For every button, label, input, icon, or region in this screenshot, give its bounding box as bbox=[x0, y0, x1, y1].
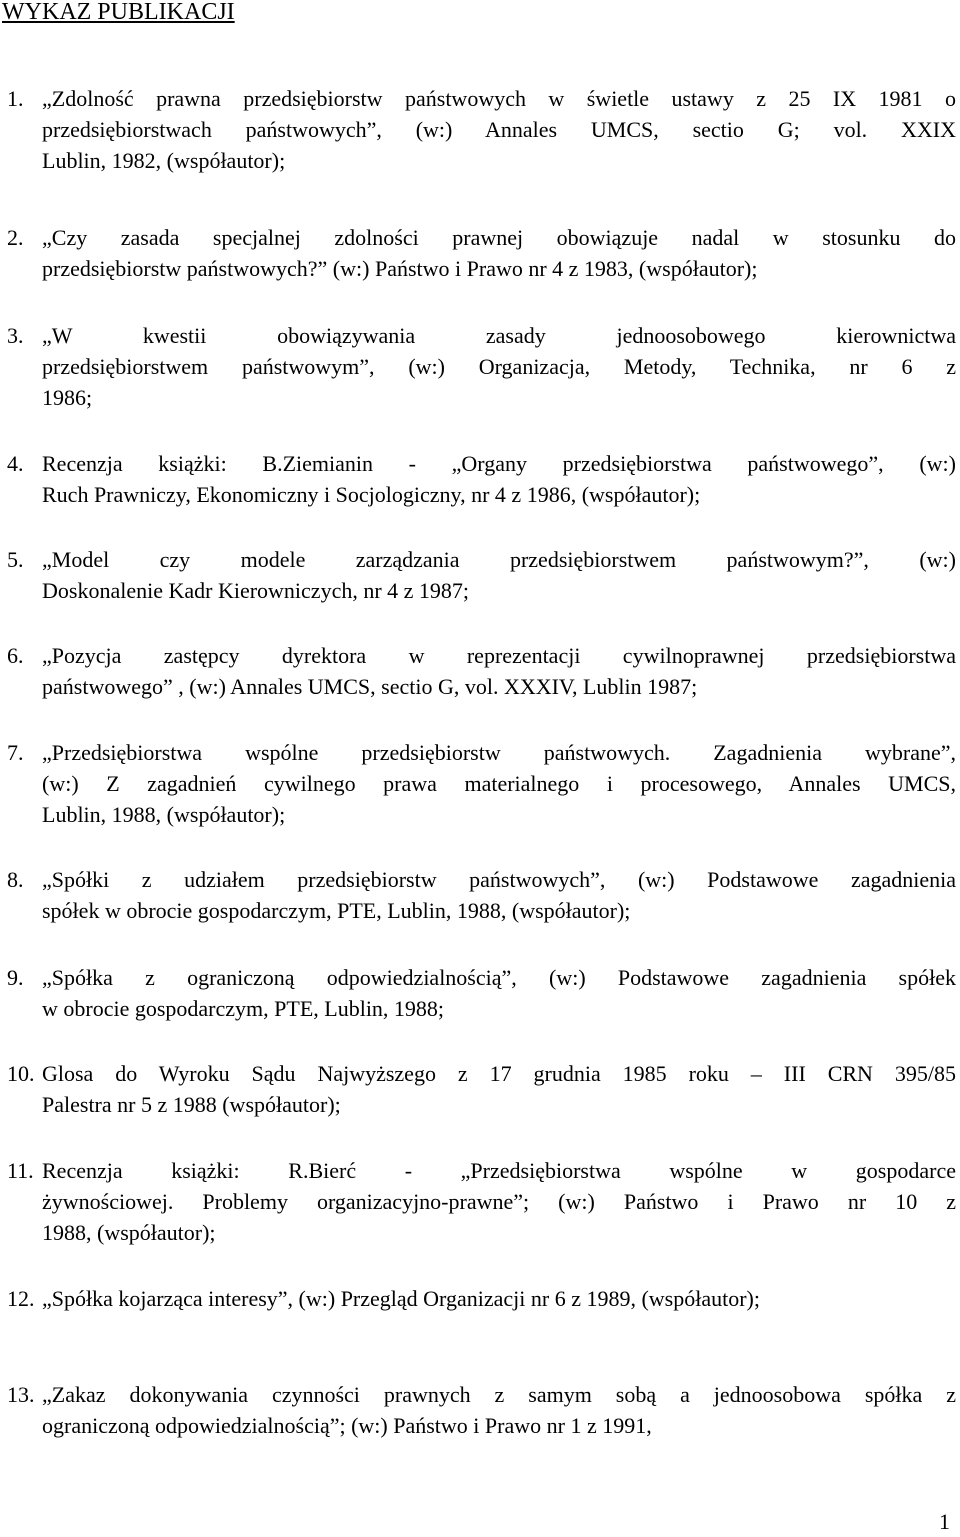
entry-text bbox=[42, 83, 956, 176]
publication-entry bbox=[0, 640, 956, 702]
entry-line: Lublin, 1988, (współautor); bbox=[42, 802, 286, 827]
entry-text bbox=[42, 1155, 956, 1248]
entry-number: 6. bbox=[7, 643, 24, 668]
entry-line: 1986; bbox=[42, 385, 93, 410]
entry-text bbox=[42, 864, 956, 926]
entry-line: Recenzja książki: B.Ziemianin - „Organy przedsiębiorstwa państwowego”, (w:) bbox=[42, 451, 956, 476]
entry-line: ograniczoną odpowiedzialnością”; (w:) Państwo i Prawo nr 1 z 1991, bbox=[42, 1413, 652, 1438]
publication-entry bbox=[0, 1155, 956, 1248]
publication-entry bbox=[0, 1379, 956, 1441]
entry-line: w obrocie gospodarczym, PTE, Lublin, 1988; bbox=[42, 996, 445, 1021]
entry-number: 9. bbox=[7, 965, 24, 990]
entry-number: 8. bbox=[7, 867, 24, 892]
entry-number: 1. bbox=[7, 86, 24, 111]
publication-entry bbox=[0, 320, 956, 413]
entry-line: „Spółki z udziałem przedsiębiorstw państwowych”, (w:) Podstawowe zagadnienia bbox=[42, 867, 956, 892]
entry-text bbox=[42, 1379, 956, 1441]
entry-number: 12. bbox=[7, 1286, 35, 1311]
entry-line: Doskonalenie Kadr Kierowniczych, nr 4 z 1987; bbox=[42, 578, 470, 603]
entry-line: żywnościowej. Problemy organizacyjno-prawne”; (w:) Państwo i Prawo nr 10 z bbox=[42, 1189, 956, 1214]
entry-line: Lublin, 1982, (współautor); bbox=[42, 148, 286, 173]
entry-number: 2. bbox=[7, 225, 24, 250]
entry-text bbox=[42, 962, 956, 1024]
entry-text bbox=[42, 222, 956, 284]
entry-line: 1988, (współautor); bbox=[42, 1220, 216, 1245]
entry-line: „Zakaz dokonywania czynności prawnych z samym sobą a jednoosobowa spółka z bbox=[42, 1382, 956, 1407]
entry-text bbox=[42, 448, 956, 510]
entry-line: „Zdolność prawna przedsiębiorstw państwowych w świetle ustawy z 25 IX 1981 o bbox=[42, 86, 956, 111]
entry-number: 11. bbox=[7, 1158, 34, 1183]
publication-entry bbox=[0, 1058, 956, 1120]
publication-entry bbox=[0, 222, 956, 284]
entry-line: przedsiębiorstwem państwowym”, (w:) Organizacja, Metody, Technika, nr 6 z bbox=[42, 354, 956, 379]
entry-text bbox=[42, 544, 956, 606]
entry-line: przedsiębiorstwach państwowych”, (w:) Annales UMCS, sectio G; vol. XXIX bbox=[42, 117, 956, 142]
entry-line: „Czy zasada specjalnej zdolności prawnej obowiązuje nadal w stosunku do bbox=[42, 225, 956, 250]
entry-line: Palestra nr 5 z 1988 (współautor); bbox=[42, 1092, 341, 1117]
entry-text bbox=[42, 1058, 956, 1120]
entry-line: „Pozycja zastępcy dyrektora w reprezentacji cywilnoprawnej przedsiębiorstwa bbox=[42, 643, 956, 668]
entry-line: przedsiębiorstw państwowych?” (w:) Państwo i Prawo nr 4 z 1983, (współautor); bbox=[42, 256, 758, 281]
entry-text bbox=[42, 320, 956, 413]
entry-line: „Spółka z ograniczoną odpowiedzialnością”, (w:) Podstawowe zagadnienia spółek bbox=[42, 965, 956, 990]
publication-entry bbox=[0, 544, 956, 606]
entry-text bbox=[42, 1283, 956, 1314]
entry-number: 7. bbox=[7, 740, 24, 765]
entry-text bbox=[42, 737, 956, 830]
entry-line: Ruch Prawniczy, Ekonomiczny i Socjologiczny, nr 4 z 1986, (współautor); bbox=[42, 482, 701, 507]
page-number: 1 bbox=[939, 1509, 950, 1534]
page-title: WYKAZ PUBLIKACJI bbox=[2, 0, 235, 25]
entry-line: Recenzja książki: R.Bierć - „Przedsiębiorstwa wspólne w gospodarce bbox=[42, 1158, 956, 1183]
publication-entry bbox=[0, 864, 956, 926]
publication-entry bbox=[0, 448, 956, 510]
entry-number: 4. bbox=[7, 451, 24, 476]
publication-entry bbox=[0, 1283, 956, 1314]
entry-line: państwowego” , (w:) Annales UMCS, sectio G, vol. XXXIV, Lublin 1987; bbox=[42, 674, 698, 699]
entry-line: spółek w obrocie gospodarczym, PTE, Lublin, 1988, (współautor); bbox=[42, 898, 631, 923]
publication-entry bbox=[0, 737, 956, 830]
publication-entry bbox=[0, 83, 956, 176]
entry-line: Glosa do Wyroku Sądu Najwyższego z 17 grudnia 1985 roku – III CRN 395/85 bbox=[42, 1061, 956, 1086]
entry-line: „Spółka kojarząca interesy”, (w:) Przegląd Organizacji nr 6 z 1989, (współautor); bbox=[42, 1286, 760, 1311]
entry-line: (w:) Z zagadnień cywilnego prawa materialnego i procesowego, Annales UMCS, bbox=[42, 771, 956, 796]
entry-number: 5. bbox=[7, 547, 24, 572]
entry-number: 3. bbox=[7, 323, 24, 348]
publication-entry bbox=[0, 962, 956, 1024]
entry-line: „Przedsiębiorstwa wspólne przedsiębiorstw państwowych. Zagadnienia wybrane”, bbox=[42, 740, 956, 765]
entry-line: „W kwestii obowiązywania zasady jednoosobowego kierownictwa bbox=[42, 323, 956, 348]
entry-number: 10. bbox=[7, 1061, 35, 1086]
entry-line: „Model czy modele zarządzania przedsiębiorstwem państwowym?”, (w:) bbox=[42, 547, 956, 572]
entry-text bbox=[42, 640, 956, 702]
entry-number: 13. bbox=[7, 1382, 35, 1407]
